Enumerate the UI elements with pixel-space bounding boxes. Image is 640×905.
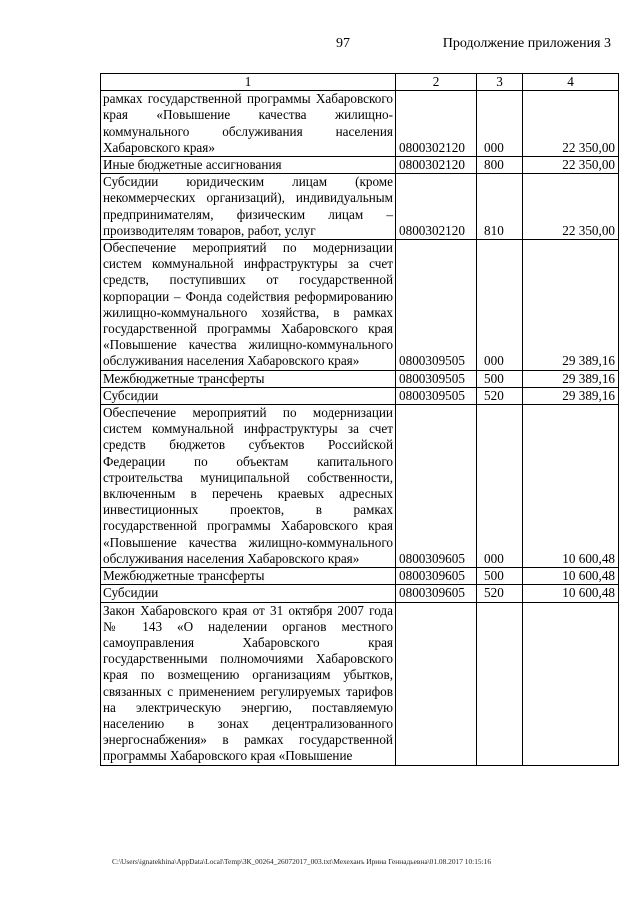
table-row <box>101 240 619 371</box>
row-sum-cell <box>523 602 619 765</box>
budget-table <box>100 73 619 766</box>
row-type-cell: 000 <box>477 240 523 371</box>
row-code-cell: 0800309505 <box>396 240 477 371</box>
column-header-3: 3 <box>477 74 523 91</box>
table-row <box>101 174 619 240</box>
table-row <box>101 602 619 765</box>
row-sum-cell: 29 389,16 <box>523 240 619 371</box>
row-sum-cell: 29 389,16 <box>523 387 619 404</box>
row-type-cell: 500 <box>477 370 523 387</box>
row-sum-cell: 22 350,00 <box>523 174 619 240</box>
page-number: 97 <box>336 36 350 51</box>
row-code-cell: 0800309605 <box>396 568 477 585</box>
table-row <box>101 387 619 404</box>
row-sum-cell: 10 600,48 <box>523 568 619 585</box>
footer-file-path: C:\Users\ignatekhina\AppData\Local\Temp\ЗК_00264_26072017_003.txt\Мехеханъ Ирина Геннадьевна\01.08.2017 10:15:16 <box>112 857 492 866</box>
row-code-cell: 0800309605 <box>396 405 477 568</box>
table-row <box>101 568 619 585</box>
row-name-cell: Иные бюджетные ассигнования <box>101 157 396 174</box>
row-name-cell: Обеспечение мероприятий по модернизации систем коммунальной инфраструктуры за счет средств бюджетов субъектов Российской Федерации по объектам капитального строительства муниципальной собственности, включенным в перечень краевых адресных инвестиционных проектов, в рамках государственной программы Хабаровского края «Повышение качества жилищно-коммунального обслуживания населения Хабаровского края» <box>101 405 396 568</box>
table-row <box>101 585 619 602</box>
row-type-cell: 000 <box>477 91 523 157</box>
table-row <box>101 370 619 387</box>
row-sum-cell: 10 600,48 <box>523 405 619 568</box>
table-row <box>101 157 619 174</box>
column-header-1: 1 <box>101 74 396 91</box>
row-code-cell: 0800302120 <box>396 174 477 240</box>
row-name-cell: Межбюджетные трансферты <box>101 568 396 585</box>
row-type-cell: 500 <box>477 568 523 585</box>
row-sum-cell: 22 350,00 <box>523 91 619 157</box>
row-name-cell: Субсидии юридическим лицам (кроме некоммерческих организаций), индивидуальным предпринимателям, физическим лицам – производителям товаров, работ, услуг <box>101 174 396 240</box>
row-code-cell: 0800309505 <box>396 370 477 387</box>
row-name-cell: Субсидии <box>101 387 396 404</box>
row-name-cell: Обеспечение мероприятий по модернизации систем коммунальной инфраструктуры за счет средств, поступивших от государственной корпорации – Фонда содействия реформированию жилищно-коммунального хозяйства, в рамках государственной программы Хабаровского края «Повышение качества жилищно-коммунального обслуживания населения Хабаровского края» <box>101 240 396 371</box>
column-header-2: 2 <box>396 74 477 91</box>
table-row <box>101 91 619 157</box>
row-type-cell: 520 <box>477 585 523 602</box>
row-name-cell: Межбюджетные трансферты <box>101 370 396 387</box>
row-code-cell: 0800302120 <box>396 157 477 174</box>
row-sum-cell: 22 350,00 <box>523 157 619 174</box>
appendix-caption: Продолжение приложения 3 <box>442 36 611 51</box>
row-name-cell: Субсидии <box>101 585 396 602</box>
row-type-cell: 800 <box>477 157 523 174</box>
row-code-cell: 0800302120 <box>396 91 477 157</box>
row-name-cell: Закон Хабаровского края от 31 октября 2007 года № 143 «О наделении органов местного самоуправления Хабаровского края государственными полномочиями Хабаровского края по возмещению организациям убытков, связанных с применением регулируемых тарифов на электрическую энергию, поставляемую населению в зонах децентрализованного энергоснабжения» в рамках государственной программы Хабаровского края «Повышение <box>101 602 396 765</box>
column-header-4: 4 <box>523 74 619 91</box>
row-type-cell: 810 <box>477 174 523 240</box>
row-code-cell <box>396 602 477 765</box>
table-row <box>101 405 619 568</box>
row-code-cell: 0800309505 <box>396 387 477 404</box>
row-name-cell: рамках государственной программы Хабаровского края «Повышение качества жилищно-коммунального обслуживания населения Хабаровского края» <box>101 91 396 157</box>
row-type-cell <box>477 602 523 765</box>
row-type-cell: 000 <box>477 405 523 568</box>
row-code-cell: 0800309605 <box>396 585 477 602</box>
row-sum-cell: 10 600,48 <box>523 585 619 602</box>
row-sum-cell: 29 389,16 <box>523 370 619 387</box>
row-type-cell: 520 <box>477 387 523 404</box>
table-header <box>101 74 619 91</box>
header-row <box>101 74 619 91</box>
table-body <box>101 91 619 765</box>
